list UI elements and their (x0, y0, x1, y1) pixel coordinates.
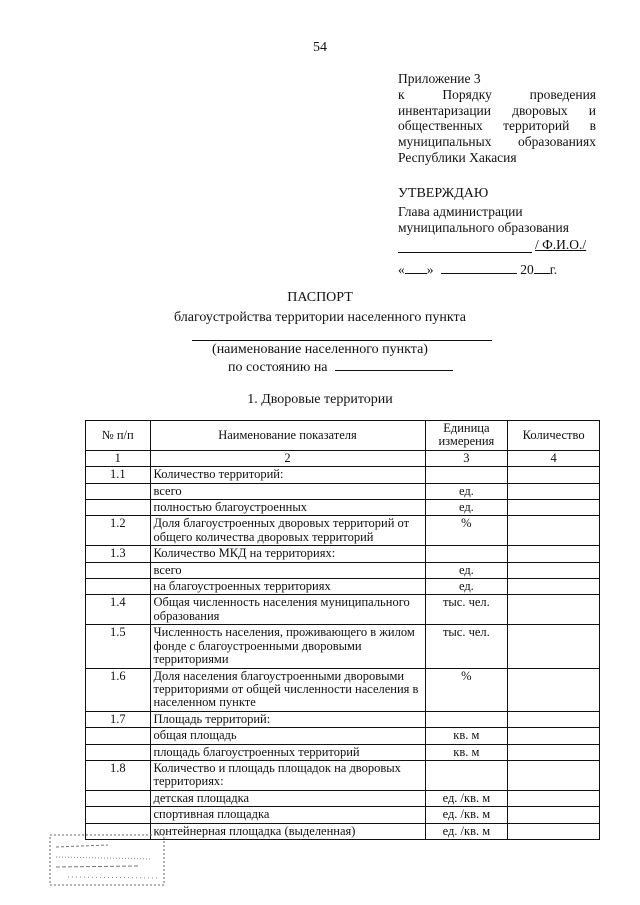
row-indicator: Количество и площадь площадок на дворовых территориях: (150, 760, 425, 790)
row-unit: ед. /кв. м (425, 807, 508, 823)
row-indicator: Количество МКД на территориях: (150, 546, 425, 562)
table-body (86, 467, 600, 840)
row-number: 1.7 (86, 711, 151, 727)
row-number (86, 790, 151, 806)
row-quantity (508, 807, 600, 823)
table-row (86, 579, 600, 595)
approval-heading: УТВЕРЖДАЮ (398, 186, 489, 201)
row-unit: тыс. чел. (425, 625, 508, 668)
row-unit: ед. (425, 562, 508, 578)
row-unit: ед. (425, 500, 508, 516)
table-row (86, 790, 600, 806)
row-quantity (508, 483, 600, 499)
date-line (398, 261, 598, 278)
header-number: № п/п (86, 421, 151, 451)
row-number: 1.8 (86, 760, 151, 790)
row-quantity (508, 516, 600, 546)
row-indicator: полностью благоустроенных (150, 500, 425, 516)
row-number (86, 728, 151, 744)
row-quantity (508, 668, 600, 711)
row-indicator: Площадь территорий: (150, 711, 425, 727)
row-quantity (508, 595, 600, 625)
page-number: 54 (313, 40, 327, 55)
table-row (86, 668, 600, 711)
row-number: 1.6 (86, 668, 151, 711)
row-quantity (508, 711, 600, 727)
row-number: 1.3 (86, 546, 151, 562)
header-quantity: Количество (508, 421, 600, 451)
appendix-line: Приложение 3 (398, 71, 481, 86)
row-indicator: всего (150, 483, 425, 499)
table-row (86, 625, 600, 668)
row-indicator: Количество территорий: (150, 467, 425, 483)
row-number (86, 483, 151, 499)
table-row (86, 595, 600, 625)
row-quantity (508, 546, 600, 562)
document-subtitle: благоустройства территории населенного пункта (173, 310, 467, 325)
settlement-hint: (наименование населенного пункта) (212, 342, 428, 357)
appendix-block (398, 71, 596, 166)
column-number: 1 (86, 450, 151, 466)
row-number (86, 562, 151, 578)
row-unit: ед. (425, 579, 508, 595)
as-of-label: по состоянию на (228, 360, 328, 375)
table-row (86, 807, 600, 823)
row-indicator: Общая численность населения муниципального образования (150, 595, 425, 625)
table-header-row (86, 421, 600, 451)
table-row (86, 562, 600, 578)
table-row (86, 711, 600, 727)
appendix-line: инвентаризации дворовых и (398, 102, 596, 118)
as-of-blank (335, 358, 453, 371)
appendix-line: общественных территорий в (398, 118, 596, 134)
table-row (86, 516, 600, 546)
table-row (86, 744, 600, 760)
row-quantity (508, 790, 600, 806)
date-close-quote: » (426, 262, 434, 278)
row-number (86, 807, 151, 823)
row-indicator: площадь благоустроенных территорий (150, 744, 425, 760)
row-unit: % (425, 516, 508, 546)
year-suffix: г. (549, 262, 558, 278)
as-of-line (228, 358, 453, 376)
row-indicator: всего (150, 562, 425, 578)
row-indicator: Численность населения, проживающего в жилом фонде с благоустроенными дворовыми территориями (150, 625, 425, 668)
section-title: 1. Дворовые территории (247, 392, 393, 407)
row-quantity (508, 760, 600, 790)
year-blank (534, 261, 550, 274)
row-indicator: спортивная площадка (150, 807, 425, 823)
row-number: 1.5 (86, 625, 151, 668)
row-number: 1.1 (86, 467, 151, 483)
row-number: 1.2 (86, 516, 151, 546)
row-indicator: контейнерная площадка (выделенная) (150, 823, 425, 839)
signature-line (398, 237, 598, 253)
row-indicator: Доля населения благоустроенными дворовыми территориями от общей численности населения в населенном пункте (150, 668, 425, 711)
row-quantity (508, 467, 600, 483)
table-row (86, 483, 600, 499)
month-blank (441, 261, 517, 274)
row-number (86, 744, 151, 760)
column-number: 3 (425, 450, 508, 466)
territories-table (85, 420, 600, 840)
row-unit (425, 711, 508, 727)
row-quantity (508, 823, 600, 839)
table-row (86, 546, 600, 562)
row-unit: ед. (425, 483, 508, 499)
row-unit: кв. м (425, 744, 508, 760)
row-number (86, 579, 151, 595)
row-quantity (508, 579, 600, 595)
row-unit (425, 546, 508, 562)
signature-blank (398, 239, 532, 253)
header-unit: Единица измерения (425, 421, 508, 451)
header-indicator: Наименование показателя (150, 421, 425, 451)
row-indicator: Доля благоустроенных дворовых территорий от общего количества дворовых территорий (150, 516, 425, 546)
row-indicator: на благоустроенных территориях (150, 579, 425, 595)
approval-organization: муниципального образования (398, 219, 569, 235)
approval-position: Глава администрации (398, 203, 523, 219)
stamp-mark (48, 833, 166, 887)
table-row (86, 728, 600, 744)
row-quantity (508, 562, 600, 578)
row-indicator: детская площадка (150, 790, 425, 806)
row-number: 1.4 (86, 595, 151, 625)
row-unit: ед. /кв. м (425, 823, 508, 839)
row-quantity (508, 744, 600, 760)
column-number-row (86, 450, 600, 466)
row-unit: кв. м (425, 728, 508, 744)
row-unit: тыс. чел. (425, 595, 508, 625)
table-row (86, 500, 600, 516)
column-number: 4 (508, 450, 600, 466)
row-unit (425, 467, 508, 483)
row-quantity (508, 500, 600, 516)
row-quantity (508, 625, 600, 668)
fio-label: / Ф.И.О./ (535, 237, 587, 253)
appendix-line: Республики Хакасия (398, 149, 517, 165)
settlement-name-line (192, 340, 492, 341)
appendix-line: муниципальных образованиях (398, 134, 596, 150)
date-open-quote: « (398, 262, 405, 278)
row-unit (425, 760, 508, 790)
row-number (86, 500, 151, 516)
column-number: 2 (150, 450, 425, 466)
year-prefix: 20 (520, 262, 534, 278)
table-row (86, 760, 600, 790)
row-indicator: общая площадь (150, 728, 425, 744)
approval-block (398, 186, 598, 278)
document-title: ПАСПОРТ (287, 290, 353, 305)
row-unit: ед. /кв. м (425, 790, 508, 806)
appendix-line: к Порядку проведения (398, 86, 596, 102)
row-unit: % (425, 668, 508, 711)
row-quantity (508, 728, 600, 744)
table-row (86, 467, 600, 483)
day-blank (405, 261, 427, 274)
